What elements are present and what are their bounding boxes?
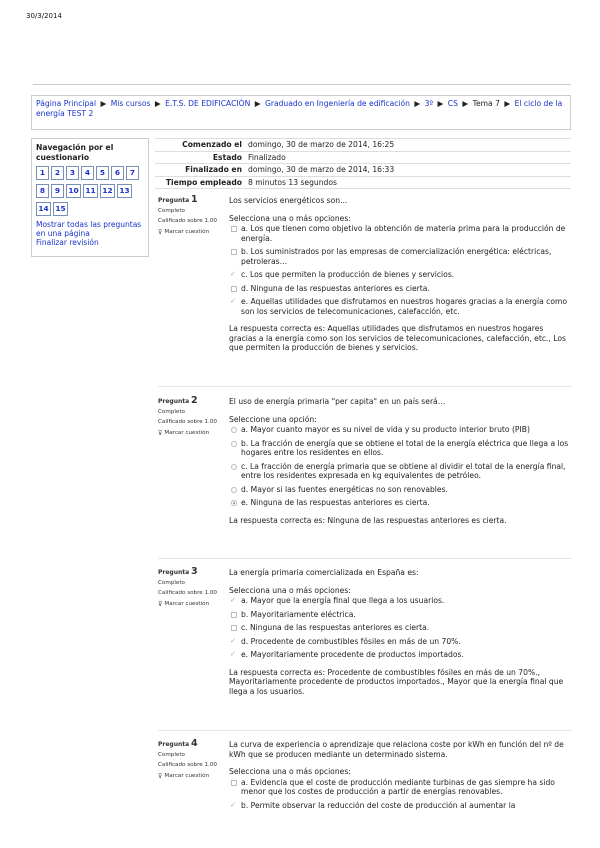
question-label: Pregunta <box>158 741 190 748</box>
answer-option-text: b. Los suministrados por las empresas de comercialización energética: eléctricas, petroleras… <box>241 247 552 266</box>
breadcrumb-item[interactable]: E.T.S. DE EDIFICACIÓN <box>165 99 251 108</box>
quiz-navigation-title: Navegación por el cuestionario <box>36 143 114 162</box>
correct-answer-feedback: La respuesta correcta es: Aquellas utilidades que disfrutamos en nuestros hogares gracias a la energía como son los servicios de telecomunicaciones, calefacción, etc., Los que permiten la producción de bienes y servicios. <box>229 324 566 352</box>
answer-option-text: e. Aquellas utilidades que disfrutamos en nuestros hogares gracias a la energía como son los servicios de telecomunicaciones, calefacción, etc. <box>241 297 568 316</box>
question-body <box>229 740 571 814</box>
print-date: 30/3/2014 <box>26 12 62 20</box>
question-button-grid <box>36 166 148 220</box>
checkbox <box>231 249 237 255</box>
answer-option <box>229 224 571 243</box>
question-label: Pregunta <box>158 197 190 204</box>
summary-value: Finalizado <box>245 151 571 164</box>
breadcrumb-item[interactable]: Página Principal <box>36 99 97 108</box>
breadcrumb-separator-icon: ▶ <box>462 99 469 108</box>
question-body <box>229 568 571 696</box>
question-text: Los servicios energéticos son... <box>229 196 348 205</box>
answer-option <box>229 270 571 280</box>
answer-option <box>229 637 571 647</box>
checkmark-icon: ✓ <box>230 800 236 809</box>
question-text: La energía primaria comercializada en España es: <box>229 568 419 577</box>
question-status: Completo <box>158 752 185 758</box>
flag-question-label: Marcar cuestión <box>164 229 210 235</box>
breadcrumb <box>31 95 571 130</box>
answer-option-text: e. Ninguna de las respuestas anteriores es cierta. <box>241 498 430 507</box>
answer-option-text: a. Mayor que la energía final que llega a los usuarios. <box>241 596 445 605</box>
summary-value: 8 minutos 13 segundos <box>245 176 571 189</box>
summary-row <box>155 176 571 189</box>
question-number: 4 <box>190 738 198 749</box>
flag-icon: ⊽ <box>158 601 163 608</box>
answer-option-text: d. Ninguna de las respuestas anteriores es cierta. <box>241 283 430 293</box>
answer-option-text: b. Mayoritariamente eléctrica. <box>241 609 356 619</box>
answer-option-text: c. La fracción de energía primaria que se obtiene al dividir el total de la energía final, entre los residentes expresada en kg equivalentes de petróleo. <box>241 461 566 480</box>
summary-row <box>155 164 571 177</box>
flag-question-toggle[interactable] <box>158 229 220 236</box>
breadcrumb-item[interactable]: El ciclo de la energía TEST 2 <box>36 99 563 118</box>
question-prompt: Selecciona una o más opciones: <box>229 767 351 776</box>
checkmark-icon: ✓ <box>230 650 236 658</box>
answer-option-text: a. Evidencia que el coste de producción mediante turbinas de gas siempre ha sido menor que los costes de producción a partir de energías renovables. <box>241 777 555 796</box>
breadcrumb-separator-icon: ▶ <box>254 99 261 108</box>
summary-key: Tiempo empleado <box>155 176 245 189</box>
question-nav-button-14[interactable]: 14 <box>36 202 51 216</box>
answer-option-text: a. Mayor cuanto mayor es su nivel de vida y su producto interior bruto (PIB) <box>241 425 530 434</box>
flag-question-toggle[interactable] <box>158 430 220 437</box>
question-prompt: Selecciona una o más opciones: <box>229 585 351 595</box>
question-label: Pregunta <box>158 398 190 405</box>
question-nav-button-5[interactable]: 5 <box>96 166 109 180</box>
flag-icon: ⊽ <box>158 773 163 780</box>
answer-option <box>229 650 571 660</box>
question-nav-button-2[interactable]: 2 <box>51 166 64 180</box>
breadcrumb-item[interactable]: Mis cursos <box>110 99 151 108</box>
flag-question-label: Marcar cuestión <box>164 601 210 607</box>
question-prompt: Selecciona una o más opciones: <box>229 213 351 223</box>
question-status: Completo <box>158 208 185 214</box>
summary-value: domingo, 30 de marzo de 2014, 16:33 <box>245 164 571 177</box>
breadcrumb-item[interactable]: CS <box>447 99 458 108</box>
radio-button <box>231 464 237 470</box>
checkmark-icon: ✓ <box>230 596 236 604</box>
question-grade: Calificado sobre 1.00 <box>158 590 217 596</box>
breadcrumb-separator-icon: ▶ <box>154 99 161 108</box>
question-nav-button-10[interactable]: 10 <box>66 184 81 198</box>
finish-review-link[interactable]: Finalizar revisión <box>36 238 99 247</box>
summary-row <box>155 151 571 164</box>
checkmark-icon: ✓ <box>230 636 236 645</box>
breadcrumb-item[interactable]: 3º <box>424 99 434 108</box>
question-nav-button-6[interactable]: 6 <box>111 166 124 180</box>
show-all-questions-link[interactable]: Mostrar todas las preguntas en una página <box>36 220 142 238</box>
answer-option-text: d. Procedente de combustibles fósiles en más de un 70%. <box>241 636 461 646</box>
question-divider <box>158 558 572 559</box>
answer-option-text: e. Mayoritariamente procedente de productos importados. <box>241 650 464 659</box>
summary-key: Estado <box>155 151 245 164</box>
question-prompt: Seleccione una opción: <box>229 414 317 424</box>
question-grade: Calificado sobre 1.00 <box>158 762 217 768</box>
flag-question-toggle[interactable] <box>158 773 220 780</box>
answer-option <box>229 778 571 797</box>
checkbox <box>231 625 237 631</box>
answer-option <box>229 297 571 316</box>
question-nav-button-12[interactable]: 12 <box>100 184 115 198</box>
radio-button <box>231 427 237 433</box>
summary-key: Comenzado el <box>155 139 245 152</box>
flag-question-label: Marcar cuestión <box>164 773 210 779</box>
question-grade: Calificado sobre 1.00 <box>158 218 217 224</box>
question-nav-button-1[interactable]: 1 <box>36 166 49 180</box>
question-nav-button-7[interactable]: 7 <box>126 166 139 180</box>
question-body <box>229 397 571 525</box>
answer-option-text: c. Ninguna de las respuestas anteriores es cierta. <box>241 623 430 632</box>
checkbox <box>231 286 237 292</box>
question-info <box>158 196 220 236</box>
summary-row <box>155 139 571 152</box>
checkbox <box>231 226 237 232</box>
question-nav-button-13[interactable]: 13 <box>117 184 132 198</box>
answer-option <box>229 439 571 458</box>
question-nav-button-15[interactable]: 15 <box>53 202 68 216</box>
question-info <box>158 740 220 780</box>
breadcrumb-separator-icon: ▶ <box>437 99 444 108</box>
radio-button <box>231 441 237 447</box>
checkbox <box>231 612 237 618</box>
answer-option-text: d. Mayor si las fuentes energéticas no son renovables. <box>241 484 448 494</box>
summary-value: domingo, 30 de marzo de 2014, 16:25 <box>245 139 571 152</box>
answer-option-text: a. Los que tienen como objetivo la obtención de materia prima para la producción de energía. <box>241 224 566 243</box>
correct-answer-feedback: La respuesta correcta es: Procedente de combustibles fósiles en más de un 70%., Mayoritariamente procedente de productos importados., Mayor que la energía final que llega a los usuarios. <box>229 667 564 696</box>
radio-button <box>231 487 237 493</box>
question-label: Pregunta <box>158 569 190 576</box>
answer-option <box>229 623 571 633</box>
attempt-summary-table <box>155 138 571 189</box>
question-divider <box>158 386 572 387</box>
summary-key: Finalizado en <box>155 164 245 177</box>
breadcrumb-item: Tema 7 <box>472 99 500 108</box>
question-number: 2 <box>190 395 198 406</box>
answer-option <box>229 801 571 811</box>
question-nav-button-8[interactable]: 8 <box>36 184 49 198</box>
question-number: 1 <box>190 194 198 205</box>
question-text: El uso de energía primaria "per capita" en un país será… <box>229 397 446 406</box>
answer-option <box>229 498 571 508</box>
question-number: 3 <box>190 566 198 577</box>
question-status: Completo <box>158 409 185 415</box>
answer-option <box>229 610 571 620</box>
answer-option-text: b. Permite observar la reducción del coste de producción al aumentar la <box>241 800 516 810</box>
answer-option <box>229 485 571 495</box>
breadcrumb-separator-icon: ▶ <box>504 99 511 108</box>
answer-option <box>229 247 571 266</box>
breadcrumb-item[interactable]: Graduado en Ingeniería de edificación <box>264 99 410 108</box>
question-divider <box>158 730 572 731</box>
answer-option <box>229 425 571 435</box>
checkmark-icon: ✓ <box>230 270 236 278</box>
answer-option <box>229 462 571 481</box>
flag-question-label: Marcar cuestión <box>164 430 210 436</box>
breadcrumb-separator-icon: ▶ <box>100 99 107 108</box>
answer-option-text: c. Los que permiten la producción de bienes y servicios. <box>241 270 455 279</box>
divider <box>33 84 571 85</box>
question-grade: Calificado sobre 1.00 <box>158 419 217 425</box>
flag-icon: ⊽ <box>158 229 163 236</box>
breadcrumb-separator-icon: ▶ <box>414 99 421 108</box>
answer-option <box>229 284 571 294</box>
question-info <box>158 568 220 608</box>
question-nav-button-9[interactable]: 9 <box>51 184 64 198</box>
checkmark-icon: ✓ <box>230 297 236 305</box>
flag-icon: ⊽ <box>158 430 163 437</box>
question-nav-button-3[interactable]: 3 <box>66 166 79 180</box>
question-body <box>229 196 571 353</box>
correct-answer-feedback: La respuesta correcta es: Ninguna de las respuestas anteriores es cierta. <box>229 515 507 525</box>
answer-option <box>229 596 571 606</box>
question-text: La curva de experiencia o aprendizaje que relaciona coste por kWh en función del nº de kWh que se producen mediante un determinado sistema. <box>229 740 564 759</box>
answer-option-text: b. La fracción de energía que se obtiene el total de la energía eléctrica que llega a los hogares entre los residentes en ellos. <box>241 438 569 457</box>
question-nav-button-11[interactable]: 11 <box>83 184 98 198</box>
checkbox <box>231 780 237 786</box>
flag-question-toggle[interactable] <box>158 601 220 608</box>
question-info <box>158 397 220 437</box>
quiz-navigation-block <box>31 138 149 257</box>
question-status: Completo <box>158 580 185 586</box>
question-nav-button-4[interactable]: 4 <box>81 166 94 180</box>
radio-button <box>231 500 237 506</box>
